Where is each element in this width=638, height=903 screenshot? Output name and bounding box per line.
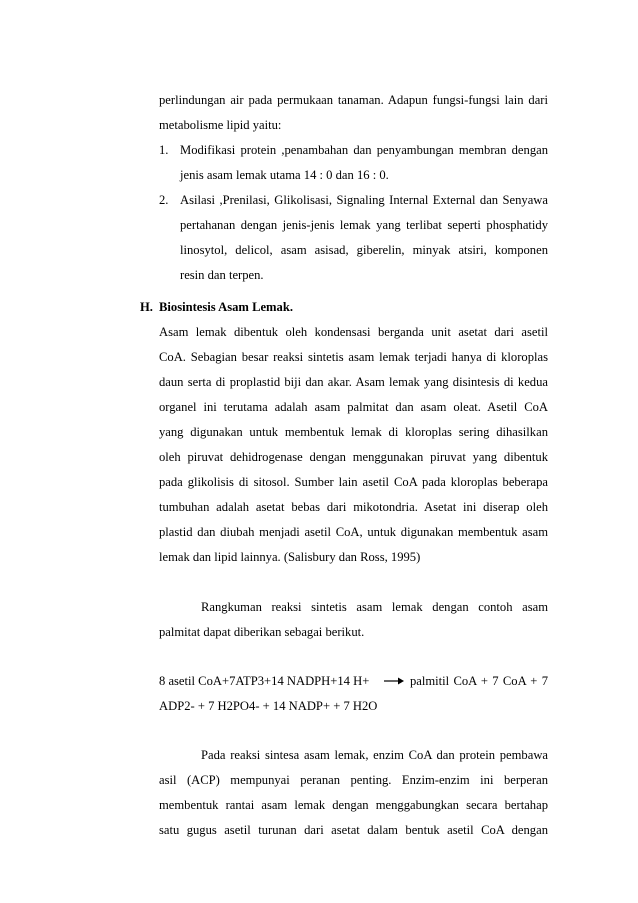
intro-line-2: metabolisme lipid yaitu: <box>159 118 282 132</box>
section-line-8: tumbuhan adalah asetat bebas dari mikotondria. Asetat ini diserap oleh <box>159 500 548 514</box>
section-label: H. <box>140 300 153 314</box>
list-item-2-line-1: Asilasi ,Prenilasi, Glikolisasi, Signaling Internal External dan Senyawa <box>180 193 548 207</box>
intro-line-1: perlindungan air pada permukaan tanaman. Adapun fungsi-fungsi lain dari <box>159 93 548 107</box>
equation-right: palmitil CoA + 7 CoA + 7 <box>410 674 548 688</box>
section-line-1: Asam lemak dibentuk oleh kondensasi berganda unit asetat dari asetil <box>159 325 548 339</box>
closing-line-2: asil (ACP) mempunyai peranan penting. Enzim-enzim ini berperan <box>159 773 548 787</box>
list-item-2-line-4: resin dan terpen. <box>180 268 264 282</box>
summary-line-2: palmitat dapat diberikan sebagai berikut. <box>159 625 365 639</box>
section-title: Biosintesis Asam Lemak. <box>159 300 293 314</box>
list-item-2-line-3: linosytol, delicol, asam asisad, giberelin, minyak atsiri, komponen <box>180 243 548 257</box>
section-line-9: plastid dan diubah menjadi asetil CoA, untuk digunakan membentuk asam <box>159 525 548 539</box>
section-line-7: pada glikolisis di sitosol. Sumber lain asetil CoA pada kloroplas beberapa <box>159 475 548 489</box>
equation-left: 8 asetil CoA+7ATP3+14 NADPH+14 H+ <box>159 674 370 688</box>
summary-line-1: Rangkuman reaksi sintetis asam lemak dengan contoh asam <box>201 600 548 614</box>
section-line-10: lemak dan lipid lainnya. (Salisbury dan Ross, 1995) <box>159 550 421 564</box>
list-item-1-line-2: jenis asam lemak utama 14 : 0 dan 16 : 0. <box>180 168 389 182</box>
section-line-5: yang digunakan untuk membentuk lemak di kloroplas sering dihasilkan <box>159 425 548 439</box>
reaction-arrow-icon <box>384 673 404 689</box>
closing-line-4: satu gugus asetil turunan dari asetat dalam bentuk asetil CoA dengan <box>159 823 548 837</box>
list-item-1-line-1: Modifikasi protein ,penambahan dan penyambungan membran dengan <box>180 143 548 157</box>
section-line-3: daun serta di proplastid biji dan akar. Asam lemak yang disintesis di kedua <box>159 375 548 389</box>
section-line-4: organel ini terutama adalah asam palmitat dan asam oleat. Asetil CoA <box>159 400 548 414</box>
list-number-1: 1. <box>159 143 169 157</box>
section-line-2: CoA. Sebagian besar reaksi sintetis asam lemak terjadi hanya di kloroplas <box>159 350 548 364</box>
closing-line-3: membentuk rantai asam lemak dengan menggabungkan secara bertahap <box>159 798 548 812</box>
section-line-6: oleh piruvat dehidrogenase dengan menggunakan piruvat yang dibentuk <box>159 450 548 464</box>
equation-line-2: ADP2- + 7 H2PO4- + 14 NADP+ + 7 H2O <box>159 699 378 713</box>
list-item-2-line-2: pertahanan dengan jenis-jenis lemak yang terlibat seperti phosphatidy <box>180 218 548 232</box>
closing-line-1: Pada reaksi sintesa asam lemak, enzim CoA dan protein pembawa <box>201 748 548 762</box>
list-number-2: 2. <box>159 193 169 207</box>
